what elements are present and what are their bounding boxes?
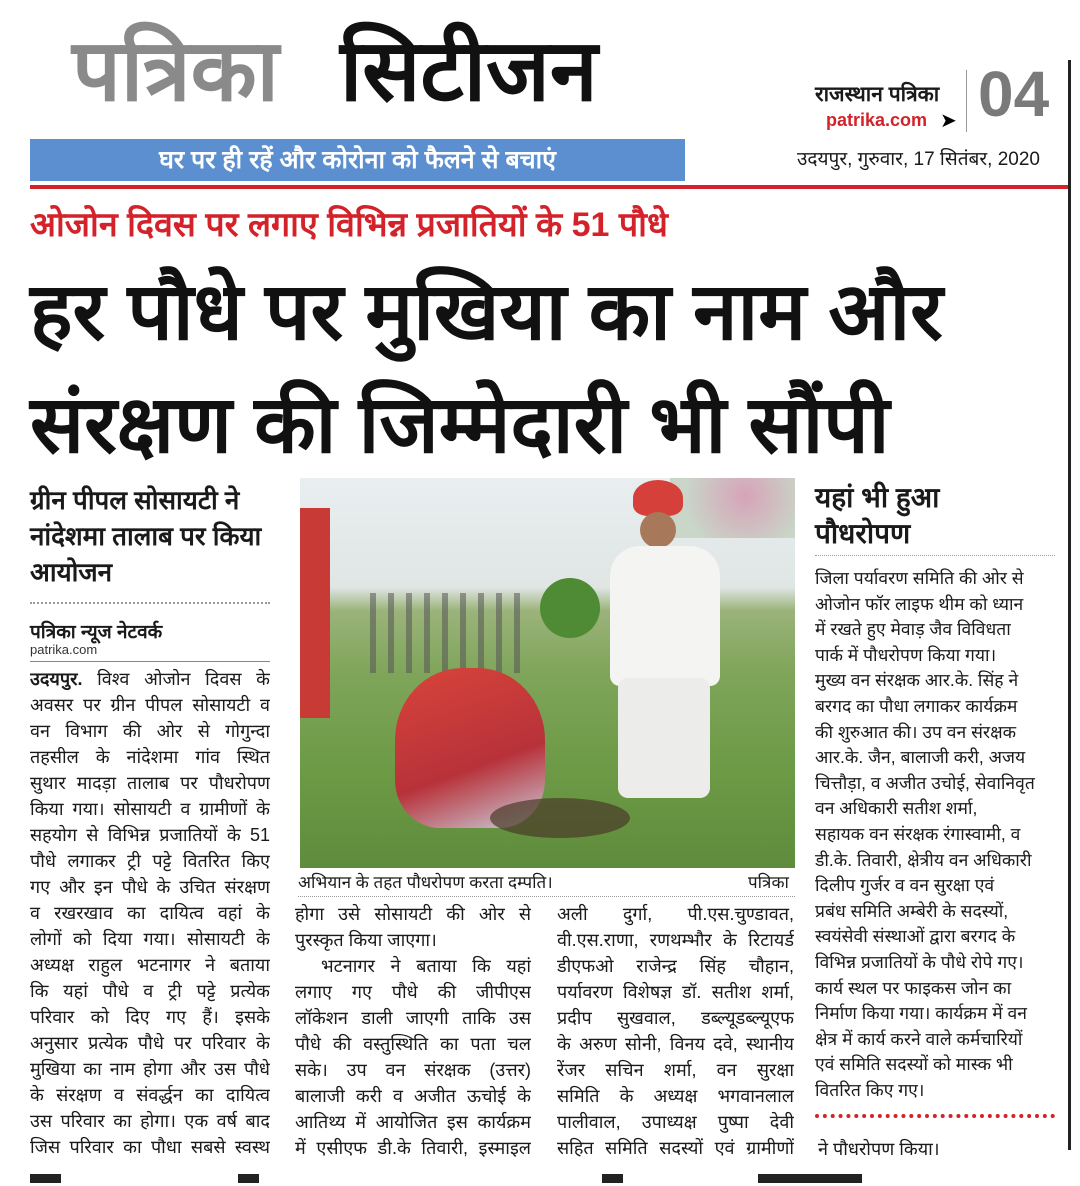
text-line: लॉकेशन डाली जाएगी ताकि उस xyxy=(295,1008,531,1028)
text-line: वी.एस.राणा, रणथम्भौर के रिटायर्ड xyxy=(557,930,794,950)
main-headline-line-1: हर पौधे पर मुखिया का नाम और xyxy=(30,267,943,356)
news-photo xyxy=(300,478,795,868)
text-line: प्रबंध समिति अम्बेरी के सदस्यों, xyxy=(815,900,1009,921)
sidebar-body xyxy=(815,566,1060,1103)
text-line: चित्तौड़ा, व अजीत उचोई, सेवानिवृत xyxy=(815,772,1035,793)
text-line: की शुरुआत की। उप वन संरक्षक xyxy=(815,721,1017,742)
text-line: मुखिया का नाम होगा और उस पौधे xyxy=(30,1059,270,1079)
photo-man-kurta xyxy=(610,546,720,686)
text-line: पर्यावरण विशेषज्ञ डॉ. सतीश शर्मा, xyxy=(557,982,794,1002)
sidebar-end-rule xyxy=(815,1114,1055,1118)
caption-rule xyxy=(298,896,795,897)
byline: पत्रिका न्यूज नेटवर्क xyxy=(30,622,163,643)
text-line: सहित समिति सदस्यों एवं ग्रामीणों xyxy=(557,1138,794,1158)
text-line: में रखते हुए मेवाड़ जैव विविधता xyxy=(815,619,1011,640)
photo-caption: अभियान के तहत पौधरोपण करता दम्पति। xyxy=(298,873,553,892)
masthead-brand-citizen: सिटीजन xyxy=(340,23,598,119)
text-line: के संरक्षण व संवर्द्धन का दायित्व xyxy=(30,1085,270,1105)
dateline-place: उदयपुर. xyxy=(30,669,83,689)
text-line: डीएफओ राजेन्द्र सिंह चौहान, xyxy=(557,956,794,976)
text-line: वन विभाग की ओर से गोगुन्दा xyxy=(30,721,270,741)
text-line: जिला पर्यावरण समिति की ओर से xyxy=(815,568,1024,588)
text-line: बरगद का पौधा लगाकर कार्यक्रम xyxy=(815,695,1018,716)
text-line: पौधे की वस्तुस्थिति का पता चल xyxy=(295,1034,531,1054)
paper-name: राजस्थान पत्रिका xyxy=(815,83,940,106)
text-line: डी.के. तिवारी, क्षेत्रीय वन अधिकारी xyxy=(815,849,1032,870)
text-line: पालीवाल, उपाध्यक्ष पुष्पा देवी xyxy=(557,1112,794,1132)
text-line: उस परिवार का होगा। एक वर्ष बाद xyxy=(30,1111,270,1131)
photo-man-trousers xyxy=(618,678,710,798)
text-line: विभिन्न प्रजातियों के पौधे रोपे गए। xyxy=(815,951,1024,972)
text-line: सहायक वन संरक्षक रंगास्वामी, व xyxy=(815,823,1021,844)
text-line: आतिथ्य में आयोजित इस कार्यक्रम xyxy=(295,1112,531,1132)
dotted-divider xyxy=(30,602,270,604)
story-column-3 xyxy=(557,901,794,1161)
text-line: गए और इन पौधे के उचित संरक्षण xyxy=(30,877,270,897)
text-line: उदयपुर. विश्व ओजोन दिवस के xyxy=(30,669,270,689)
story-column-1 xyxy=(30,666,270,1160)
text-line: लगाए गए पौधे की जीपीएस xyxy=(295,982,531,1002)
text-line: जिस परिवार का पौधा सबसे स्वस्थ xyxy=(30,1137,270,1157)
page-number: 04 xyxy=(978,58,1050,130)
sidebar-dotted-divider xyxy=(815,555,1055,556)
text-line: सुथार मादड़ा तालाब पर पौधरोपण xyxy=(30,773,270,793)
dateline: उदयपुर, गुरुवार, 17 सितंबर, 2020 xyxy=(797,149,1040,170)
text-line: बालाजी करी व अजीत ऊचोई के xyxy=(295,1086,531,1106)
column-border xyxy=(1068,60,1071,1150)
text-line: कि यहां पौधे व ट्री पट्टे प्रत्येक xyxy=(30,981,270,1001)
text-line: में एसीएफ डी.के तिवारी, इस्माइल xyxy=(295,1138,531,1158)
subheadline: ग्रीन पीपल सोसायटी ने नांदेशमा तालाब पर किया आयोजन xyxy=(30,485,262,587)
text-line: सहयोग से विभिन्न प्रजातियों के 51 xyxy=(30,825,270,845)
photo-soil xyxy=(490,798,630,838)
text-line: मुख्य वन संरक्षक आर.के. सिंह ने xyxy=(815,670,1019,691)
story-continuation: ने पौधरोपण किया। xyxy=(818,1139,940,1159)
text-line: भटनागर ने बताया कि यहां xyxy=(321,956,531,976)
sidebar-heading: यहां भी हुआ पौधरोपण xyxy=(815,482,940,549)
byline-url: patrika.com xyxy=(30,642,98,657)
next-story-headline-cropped xyxy=(30,1174,1070,1186)
photo-credit: पत्रिका xyxy=(748,873,789,892)
photo-person-left xyxy=(300,508,330,718)
text-line: अध्यक्ष राहुल भटनागर ने बताया xyxy=(30,955,270,975)
text-line: अनुसार प्रत्येक पौधे पर परिवार के xyxy=(30,1033,270,1053)
kicker-headline: ओजोन दिवस पर लगाए विभिन्न प्रजातियों के 51 पौधे xyxy=(30,206,668,244)
photo-turban xyxy=(633,480,683,516)
text-line: ओजोन फॉर लाइफ थीम को ध्यान xyxy=(815,593,1024,614)
story-column-2 xyxy=(295,901,531,1161)
text-line: पार्क में पौधरोपण किया गया। xyxy=(815,644,997,665)
cursor-arrow-icon: ➤ xyxy=(940,110,957,132)
header-rule xyxy=(30,185,1070,189)
text-line: स्वयंसेवी संस्थाओं द्वारा बरगद के xyxy=(815,926,1016,947)
text-line: वितरित किए गए। xyxy=(815,1079,925,1100)
photo-sapling xyxy=(540,578,600,638)
text-line: क्षेत्र में कार्य करने वाले कर्मचारियों xyxy=(815,1028,1023,1049)
text-line: सके। उप वन संरक्षक (उत्तर) xyxy=(295,1060,531,1080)
text-line: पौधे लगाकर ट्री पट्टे वितरित किए xyxy=(30,851,270,871)
photo-background-people xyxy=(370,593,520,673)
text-line: समिति के अध्यक्ष भगवानलाल xyxy=(557,1086,794,1106)
text-line: आर.के. जैन, बालाजी करी, अजय xyxy=(815,747,1026,768)
website-link[interactable]: patrika.com xyxy=(826,110,928,130)
text-line: प्रदीप सुखवाल, डब्ल्यूडब्ल्यूएफ xyxy=(557,1008,794,1028)
text-line: रेंजर सचिन शर्मा, वन सुरक्षा xyxy=(557,1060,794,1080)
text-line: दिलीप गुर्जर व वन सुरक्षा एवं xyxy=(815,875,995,896)
slogan-banner: घर पर ही रहें और कोरोना को फैलने से बचाएं xyxy=(30,139,685,181)
text-line: अवसर पर ग्रीन पीपल सोसायटी व xyxy=(30,695,270,715)
text-line: एवं समिति सदस्यों को मास्क भी xyxy=(815,1054,1013,1075)
text-line: होगा उसे सोसायटी की ओर से xyxy=(295,904,531,924)
byline-rule xyxy=(30,661,270,662)
divider xyxy=(966,70,967,132)
main-headline-line-2: संरक्षण की जिम्मेदारी भी सौंपी xyxy=(30,380,890,469)
masthead-brand-patrika: पत्रिका xyxy=(72,23,279,119)
text-line: व रखरखाव का दायित्व वहां के xyxy=(30,903,270,923)
photo-tree-flowers xyxy=(670,478,795,538)
text-line: अली दुर्गा, पी.एस.चुण्डावत, xyxy=(557,904,794,924)
text-line: परिवार को दिए गए हैं। इसके xyxy=(30,1007,270,1027)
text-line: वन अधिकारी सतीश शर्मा, xyxy=(815,798,978,819)
text-line: किया गया। सोसायटी व ग्रामीणों के xyxy=(30,799,270,819)
text-line: के अरुण सोनी, विनय दवे, स्थानीय xyxy=(557,1034,794,1054)
text-line: तहसील के नांदेशमा गांव स्थित xyxy=(30,747,270,767)
text-line: लोगों को दिया गया। सोसायटी के xyxy=(30,929,270,949)
text-line: कार्य स्थल पर फाइकस जोन का xyxy=(815,977,1012,998)
text-line: पुरस्कृत किया जाएगा। xyxy=(295,930,437,950)
photo-man-face xyxy=(640,512,676,548)
text-line: निर्माण किया गया। कार्यक्रम में वन xyxy=(815,1003,1027,1024)
